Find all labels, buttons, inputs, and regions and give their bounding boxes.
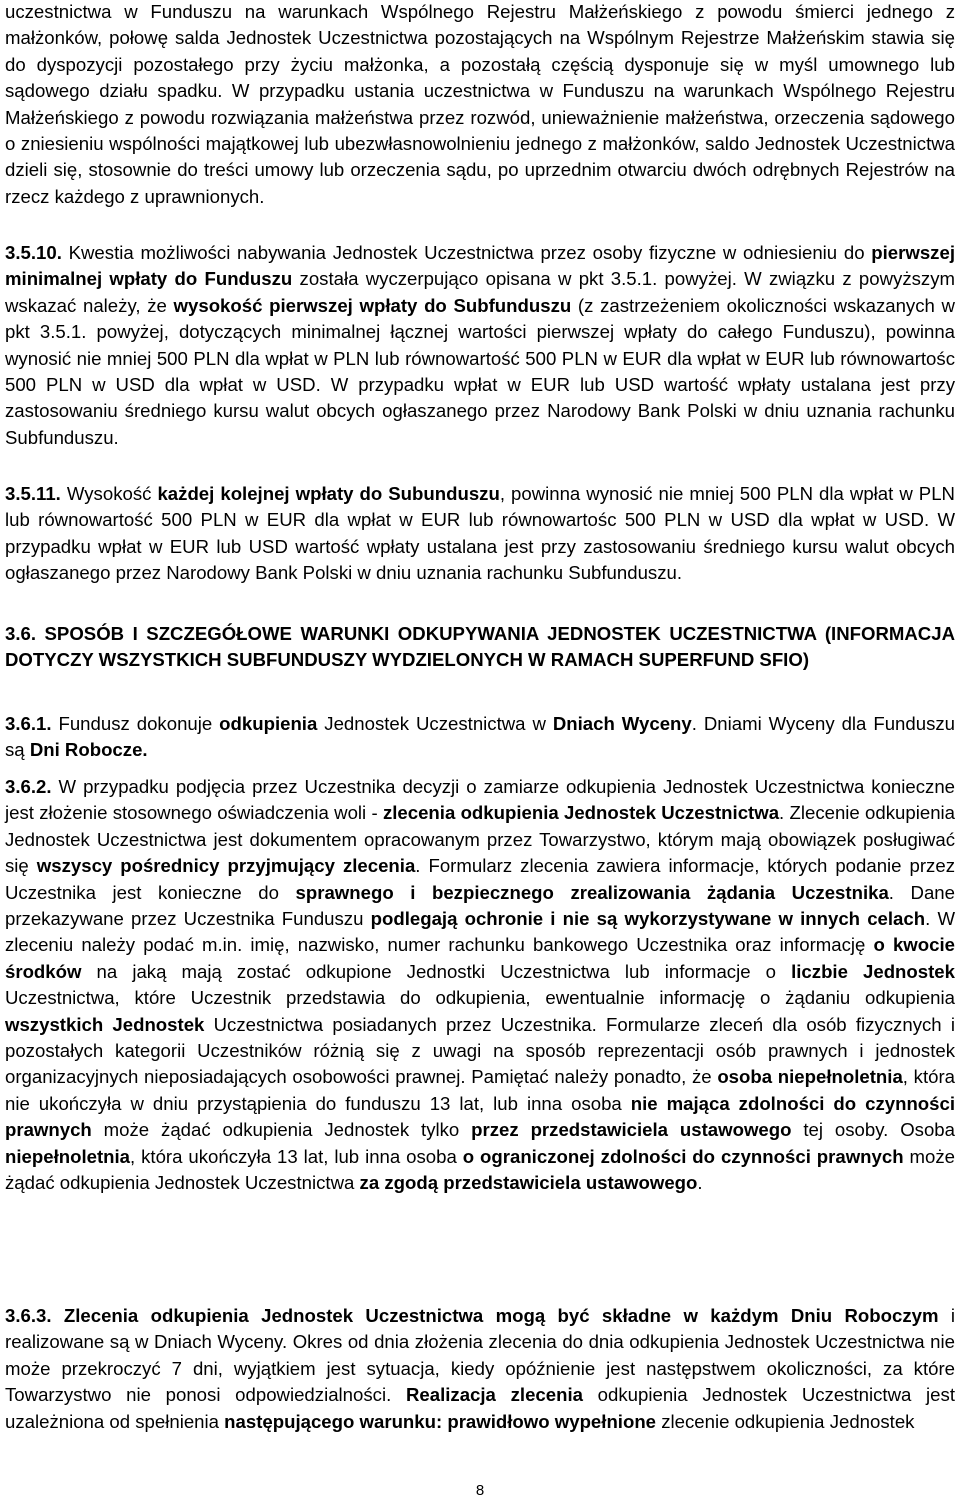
text-segment: Uczestnictwa posiadanych przez Uczestnika. Formularze zleceń dla osób fizycznych i pozostałych kategorii Uczestników różnią się z uwagi na sposób reprezentacji osób prawnych i jednostek organizacyjnych nieposiadających osobowości prawnej. Pamiętać należy ponadto, że (5, 1013, 955, 1088)
bold-text-segment: 3.6.3. Zlecenia odkupienia Jednostek Uczestnictwa mogą być składne w każdym Dniu Roboczym (5, 1305, 939, 1326)
text-segment: Jednostek Uczestnictwa w (317, 713, 553, 734)
bold-text-segment: o ograniczonej zdolności do czynności prawnych (462, 1145, 904, 1167)
text-segment: tej osoby. Osoba (791, 1119, 955, 1141)
text-segment: , która ukończyła 13 lat, lub inna osoba (130, 1145, 463, 1167)
text-segment: odkupienia Jednostek Uczestnictwa jest uzależniona od spełnienia (5, 1384, 955, 1432)
bold-text-segment: nie mająca zdolności do czynności prawnych (5, 1092, 956, 1141)
text-segment: może żądać odkupienia Jednostek tylko (91, 1119, 472, 1141)
paragraph-3-5-10 (5, 240, 955, 451)
bold-text-segment: Dni Robocze. (29, 739, 148, 761)
text-segment: i realizowane są w Dniach Wyceny. Okres od dnia złożenia zlecenia do dnia odkupienia Jednostek Uczestnictwa nie może przekroczyć 7 dni, wyjątkiem jest sytuacja, kiedy opóźnienie jest następstwem okoliczności, za które Towarzystwo nie ponosi odpowiedzialności. (5, 1305, 956, 1406)
text-segment: Wysokość (60, 483, 158, 504)
text-segment: , która nie ukończyła w dniu przystąpienia do funduszu 13 lat, lub inna osoba (5, 1066, 955, 1114)
bold-text-segment: pierwszej minimalnej wpłaty do Funduszu (5, 242, 955, 290)
text-segment: może żądać odkupienia Jednostek Uczestnictwa (5, 1145, 955, 1194)
bold-text-segment: wszyscy pośrednicy przyjmujący zlecenia (36, 855, 416, 877)
paragraph-joint-register (5, 0, 955, 210)
bold-text-segment: 3.5.10. (5, 242, 62, 263)
text-segment: na jaką mają zostać odkupione Jednostki Uczestnictwa lub informacje o (81, 960, 792, 982)
bold-text-segment: odkupienia (219, 713, 318, 734)
bold-text-segment: osoba niepełnoletnia (717, 1066, 903, 1088)
text-segment: . Dniami Wyceny dla Funduszu są (5, 713, 956, 761)
bold-text-segment: 3.6.1. (5, 713, 52, 734)
text-segment: W przypadku podjęcia przez Uczestnika decyzji o zamiarze odkupienia Jednostek Uczestnictwa konieczne jest złożenie stosownego oświadczenia woli - (5, 776, 955, 824)
text-segment: . W zleceniu należy podać m.in. imię, nazwisko, numer rachunku bankowego Uczestnika oraz informację (5, 908, 955, 956)
bold-text-segment: niepełnoletnia (5, 1145, 131, 1167)
page-number: 8 (475, 1482, 485, 1499)
bold-text-segment: zlecenia odkupienia Jednostek Uczestnictwa (382, 802, 780, 824)
paragraph-3-6-2 (5, 774, 955, 1197)
text-segment: . Formularz zlecenia zawiera informacje, których podanie przez Uczestnika jest konieczne do (5, 855, 955, 903)
section-heading-3-6 (5, 621, 955, 674)
bold-text-segment: sprawnego i bezpiecznego zrealizowania żądania Uczestnika (295, 881, 889, 903)
bold-text-segment: liczbie Jednostek (791, 960, 955, 982)
text-segment: Kwestia możliwości nabywania Jednostek Uczestnictwa przez osoby fizyczne w odniesieniu do (61, 242, 872, 263)
text-segment: . Zlecenie odkupienia Jednostek Uczestnictwa jest dokumentem opracowanym przez Towarzystwo, którym mają obowiązek posługiwać się (5, 802, 956, 877)
paragraph-3-5-11 (5, 481, 955, 587)
bold-text-segment: o kwocie środków (5, 934, 955, 982)
text-segment: zlecenie odkupienia Jednostek (656, 1410, 915, 1432)
text-segment: Fundusz dokonuje (51, 713, 220, 734)
bold-text-segment: Dniach Wyceny (552, 713, 692, 734)
bold-text-segment: przez przedstawiciela ustawowego (471, 1119, 792, 1141)
bold-text-segment: 3.5.11. (5, 483, 61, 504)
bold-text-segment: podlegają ochronie i nie są wykorzystywane w innych celach (370, 908, 926, 930)
text-segment: (z zastrzeżeniem okoliczności wskazanych w pkt 3.5.1. powyżej, dotyczących minimalnej łącznej wartości pierwszej wpłaty do całego Funduszu), powinna wynosić nie mniej 500 PLN dla wpłat w PLN lub równowartość 500 PLN w EUR dla wpłat w EUR lub równowartośc 500 PLN w USD dla wpłat w USD. W przypadku wpłat w EUR lub USD wartość wpłaty ustalana jest przy zastosowaniu średniego kursu walut obcych ogłaszanego przez Narodowy Bank Polski w dniu uznania rachunku Subfunduszu. (5, 294, 955, 448)
bold-text-segment: Realizacja zlecenia (405, 1384, 583, 1406)
text-segment: uczestnictwa w Funduszu na warunkach Wspólnego Rejestru Małżeńskiego z powodu śmierci jednego z małżonków, połowę salda Jednostek Uczestnictwa pozostających na Wspólnym Rejestrze Małżeńskim stawia się do dyspozycji pozostałego przy życiu małżonka, a pozostałą częścią dysponuje się w myśl umownego lub sądowego działu spadku. W przypadku ustania uczestnictwa w Funduszu na warunkach Wspólnego Rejestru Małżeńskiego z powodu rozwiązania małżeństwa przez rozwód, unieważnienie małżeństwa, orzeczenia sądowego o zniesieniu wspólności majątkowej lub ubezwłasnowolnieniu jednego z małżonków, saldo Jednostek Uczestnictwa dzieli się, stosownie do treści umowy lub orzeczenia sądu, po uprzednim otwarciu dwóch odrębnych Rejestrów na rzecz każdego z uprawnionych. (5, 1, 955, 207)
paragraph-3-6-1 (5, 711, 955, 764)
bold-text-segment: 3.6.2. (5, 776, 52, 797)
bold-text-segment: każdej kolejnej wpłaty do Subunduszu (157, 483, 500, 504)
text-segment: . (697, 1172, 703, 1194)
text-segment: . Dane przekazywane przez Uczestnika Funduszu (5, 881, 955, 930)
text-segment: , powinna wynosić nie mniej 500 PLN dla wpłat w PLN lub równowartość 500 PLN w EUR dla wpłat w EUR lub równowartośc 500 PLN w USD dla wpłat w USD. W przypadku wpłat w EUR lub USD wartość wpłaty ustalana jest przy zastosowaniu średniego kursu walut obcych ogłaszanego przez Narodowy Bank Polski w dniu uznania rachunku Subfunduszu. (5, 483, 955, 584)
bold-text-segment: 3.6. SPOSÓB I SZCZEGÓŁOWE WARUNKI ODKUPYWANIA JEDNOSTEK UCZESTNICTWA (INFORMACJA DOTYCZY WSZYSTKICH SUBFUNDUSZY WYDZIELONYCH W RAMACH SUPERFUND SFIO) (5, 623, 955, 671)
text-segment: Uczestnictwa, które Uczestnik przedstawia do odkupienia, ewentualnie informację o żądaniu odkupienia (5, 987, 955, 1009)
text-segment: została wyczerpująco opisana w pkt 3.5.1. powyżej. W związku z powyższym wskazać należy, że (5, 268, 955, 316)
bold-text-segment: wysokość pierwszej wpłaty do Subfunduszu (173, 294, 572, 316)
bold-text-segment: za zgodą przedstawiciela ustawowego (359, 1172, 698, 1194)
paragraph-3-6-3 (5, 1303, 955, 1435)
bold-text-segment: następującego warunku: prawidłowo wypełnione (224, 1410, 657, 1432)
bold-text-segment: wszystkich Jednostek (5, 1013, 205, 1035)
